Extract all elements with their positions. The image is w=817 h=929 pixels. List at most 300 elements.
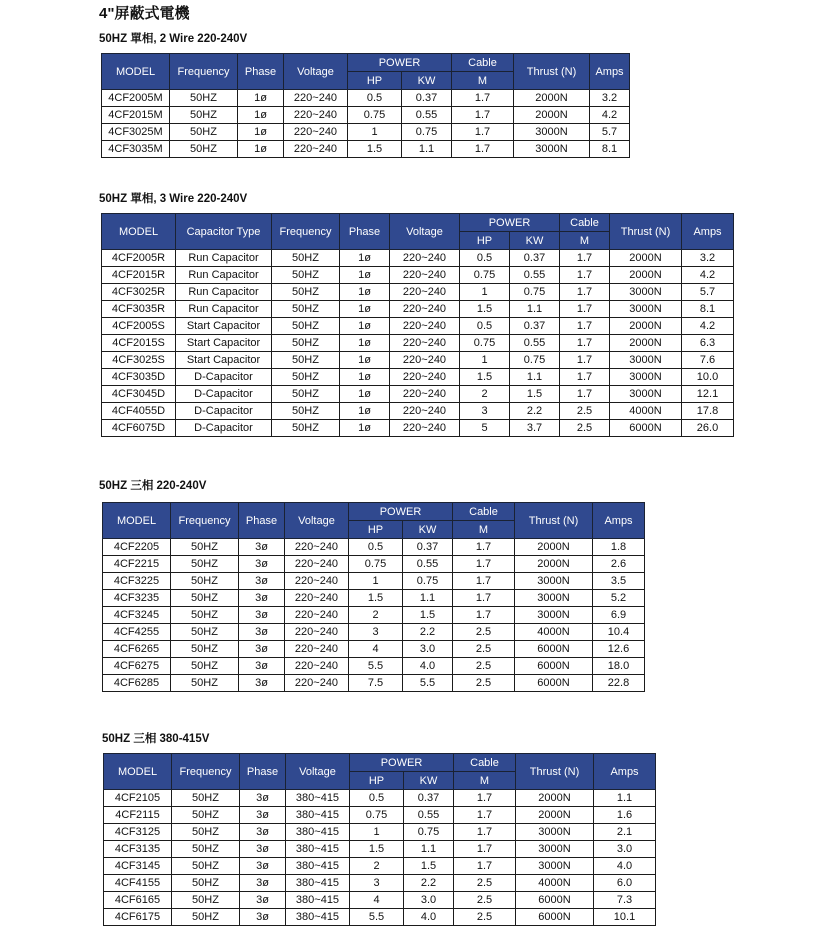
table-cell: 1ø bbox=[238, 141, 284, 158]
table-cell: 12.6 bbox=[593, 641, 645, 658]
table-cell: 3ø bbox=[240, 790, 286, 807]
table-cell: 380~415 bbox=[286, 790, 350, 807]
table-row bbox=[104, 824, 656, 841]
table-cell: 50HZ bbox=[272, 267, 340, 284]
table-cell: 4CF3145 bbox=[104, 858, 172, 875]
table-cell: 1.7 bbox=[454, 858, 516, 875]
table-cell: 50HZ bbox=[171, 658, 239, 675]
table-row bbox=[104, 875, 656, 892]
table-cell: 1.7 bbox=[560, 335, 610, 352]
table-row bbox=[103, 556, 645, 573]
table-cell: 0.55 bbox=[402, 107, 452, 124]
table-row bbox=[102, 90, 630, 107]
table-cell: Run Capacitor bbox=[176, 267, 272, 284]
table-cell: 50HZ bbox=[272, 420, 340, 437]
table-row bbox=[102, 420, 734, 437]
table-cell: 8.1 bbox=[682, 301, 734, 318]
table-cell: 22.8 bbox=[593, 675, 645, 692]
table-cell: 380~415 bbox=[286, 892, 350, 909]
spec-table-3wire bbox=[101, 213, 734, 437]
table-cell: 2000N bbox=[514, 90, 590, 107]
table-cell: 1ø bbox=[238, 107, 284, 124]
table-row bbox=[102, 250, 734, 267]
table-cell: 5.5 bbox=[350, 909, 404, 926]
table-cell: 0.37 bbox=[403, 539, 453, 556]
table-cell: 6000N bbox=[516, 909, 594, 926]
table-cell: 4CF3045D bbox=[102, 386, 176, 403]
table-cell: 10.0 bbox=[682, 369, 734, 386]
table-cell: 50HZ bbox=[172, 790, 240, 807]
col-phase: Phase bbox=[240, 754, 286, 790]
table-row bbox=[102, 352, 734, 369]
table-cell: 2.5 bbox=[560, 420, 610, 437]
table-cell: 0.55 bbox=[403, 556, 453, 573]
table-cell: 4.2 bbox=[682, 267, 734, 284]
table-cell: 0.5 bbox=[460, 250, 510, 267]
table-cell: 2.5 bbox=[454, 909, 516, 926]
table-cell: 3000N bbox=[514, 141, 590, 158]
table-cell: 3000N bbox=[610, 352, 682, 369]
table-cell: 1.7 bbox=[560, 386, 610, 403]
table-cell: 50HZ bbox=[172, 909, 240, 926]
table-cell: 1.1 bbox=[510, 301, 560, 318]
table-cell: 220~240 bbox=[285, 624, 349, 641]
table-cell: 1.5 bbox=[350, 841, 404, 858]
table-cell: D-Capacitor bbox=[176, 420, 272, 437]
table-cell: 1.8 bbox=[593, 539, 645, 556]
table-row bbox=[104, 841, 656, 858]
table-row bbox=[102, 141, 630, 158]
col-power: POWER bbox=[460, 214, 560, 232]
table-cell: 3ø bbox=[240, 807, 286, 824]
table-cell: 5.5 bbox=[403, 675, 453, 692]
table-cell: 50HZ bbox=[171, 590, 239, 607]
table-cell: 220~240 bbox=[390, 267, 460, 284]
section-title: 50HZ 單相, 2 Wire 220-240V bbox=[99, 33, 248, 45]
table-cell: 17.8 bbox=[682, 403, 734, 420]
table-cell: 0.75 bbox=[510, 352, 560, 369]
col-kw: KW bbox=[403, 521, 453, 539]
col-thrust: Thrust (N) bbox=[515, 503, 593, 539]
section-title: 50HZ 單相, 3 Wire 220-240V bbox=[99, 193, 248, 205]
col-cable-unit: M bbox=[560, 232, 610, 250]
table-cell: 1.7 bbox=[454, 824, 516, 841]
table-cell: 2.5 bbox=[453, 641, 515, 658]
col-phase: Phase bbox=[238, 54, 284, 90]
table-cell: 1 bbox=[350, 824, 404, 841]
col-voltage: Voltage bbox=[390, 214, 460, 250]
col-phase: Phase bbox=[340, 214, 390, 250]
table-cell: 1ø bbox=[340, 250, 390, 267]
table-cell: 1.5 bbox=[404, 858, 454, 875]
table-cell: 220~240 bbox=[284, 141, 348, 158]
table-cell: 4CF3125 bbox=[104, 824, 172, 841]
col-cable: Cable bbox=[560, 214, 610, 232]
page-title: 4"屏蔽式電機 bbox=[99, 5, 190, 22]
table-cell: 5.5 bbox=[349, 658, 403, 675]
table-cell: 1.7 bbox=[453, 573, 515, 590]
table-cell: 3ø bbox=[239, 641, 285, 658]
table-cell: 0.37 bbox=[404, 790, 454, 807]
table-cell: 1.7 bbox=[560, 352, 610, 369]
table-cell: 4.2 bbox=[682, 318, 734, 335]
col-hp: HP bbox=[348, 72, 402, 90]
table-cell: 220~240 bbox=[390, 403, 460, 420]
col-hp: HP bbox=[460, 232, 510, 250]
table-cell: 1 bbox=[460, 284, 510, 301]
table-cell: 3000N bbox=[516, 841, 594, 858]
table-cell: 220~240 bbox=[285, 539, 349, 556]
col-model: MODEL bbox=[102, 214, 176, 250]
table-row bbox=[103, 658, 645, 675]
table-cell: 4000N bbox=[515, 624, 593, 641]
table-cell: 1ø bbox=[340, 420, 390, 437]
table-cell: 2 bbox=[460, 386, 510, 403]
table-cell: 4CF3235 bbox=[103, 590, 171, 607]
table-cell: 26.0 bbox=[682, 420, 734, 437]
table-cell: 1.7 bbox=[452, 107, 514, 124]
col-cable-unit: M bbox=[453, 521, 515, 539]
table-cell: 3ø bbox=[239, 556, 285, 573]
table-cell: 3000N bbox=[515, 573, 593, 590]
table-cell: 1.7 bbox=[453, 556, 515, 573]
col-power: POWER bbox=[349, 503, 453, 521]
table-cell: 50HZ bbox=[171, 573, 239, 590]
table-cell: 1ø bbox=[340, 267, 390, 284]
section-title: 50HZ 三相 220-240V bbox=[99, 480, 207, 492]
table-cell: 6000N bbox=[516, 892, 594, 909]
table-row bbox=[104, 892, 656, 909]
table-cell: 1.5 bbox=[460, 369, 510, 386]
table-cell: 1.5 bbox=[349, 590, 403, 607]
table-cell: 5 bbox=[460, 420, 510, 437]
table-cell: 50HZ bbox=[272, 318, 340, 335]
table-cell: 0.55 bbox=[404, 807, 454, 824]
table-cell: 4CF2115 bbox=[104, 807, 172, 824]
table-cell: 4CF4155 bbox=[104, 875, 172, 892]
table-cell: 1ø bbox=[340, 335, 390, 352]
table-cell: 3ø bbox=[240, 892, 286, 909]
table-cell: 3 bbox=[460, 403, 510, 420]
table-cell: D-Capacitor bbox=[176, 403, 272, 420]
table-cell: 50HZ bbox=[272, 301, 340, 318]
table-cell: 50HZ bbox=[171, 539, 239, 556]
table-cell: 0.37 bbox=[510, 318, 560, 335]
spec-table-2wire bbox=[101, 53, 630, 158]
table-cell: 4CF2015R bbox=[102, 267, 176, 284]
table-cell: 3 bbox=[350, 875, 404, 892]
table-cell: 3000N bbox=[610, 369, 682, 386]
table-cell: 220~240 bbox=[390, 284, 460, 301]
table-row bbox=[102, 318, 734, 335]
table-cell: 1.7 bbox=[454, 807, 516, 824]
table-cell: 0.37 bbox=[510, 250, 560, 267]
table-cell: 380~415 bbox=[286, 841, 350, 858]
table-cell: 50HZ bbox=[172, 875, 240, 892]
table-cell: 220~240 bbox=[284, 107, 348, 124]
table-cell: 50HZ bbox=[272, 335, 340, 352]
table-cell: 220~240 bbox=[285, 556, 349, 573]
table-cell: 10.4 bbox=[593, 624, 645, 641]
table-cell: 10.1 bbox=[594, 909, 656, 926]
table-cell: 2.2 bbox=[404, 875, 454, 892]
col-phase: Phase bbox=[239, 503, 285, 539]
table-cell: 4CF2015M bbox=[102, 107, 170, 124]
table-cell: 4CF3025M bbox=[102, 124, 170, 141]
table-cell: 4CF2005M bbox=[102, 90, 170, 107]
table-cell: 7.3 bbox=[594, 892, 656, 909]
table-cell: 0.75 bbox=[460, 335, 510, 352]
table-cell: 3ø bbox=[239, 573, 285, 590]
table-cell: 4CF4055D bbox=[102, 403, 176, 420]
table-row bbox=[102, 267, 734, 284]
table-cell: 220~240 bbox=[390, 250, 460, 267]
table-cell: 220~240 bbox=[390, 420, 460, 437]
table-cell: 1 bbox=[460, 352, 510, 369]
table-cell: 4CF3035R bbox=[102, 301, 176, 318]
table-cell: 2.5 bbox=[560, 403, 610, 420]
table-cell: 4CF3135 bbox=[104, 841, 172, 858]
table-cell: 2.2 bbox=[403, 624, 453, 641]
table-cell: 50HZ bbox=[171, 624, 239, 641]
table-cell: 3000N bbox=[515, 590, 593, 607]
table-cell: 1.1 bbox=[594, 790, 656, 807]
table-cell: 50HZ bbox=[171, 675, 239, 692]
table-cell: 2000N bbox=[610, 318, 682, 335]
col-amps: Amps bbox=[593, 503, 645, 539]
table-cell: 4CF2215 bbox=[103, 556, 171, 573]
table-cell: Run Capacitor bbox=[176, 250, 272, 267]
table-cell: 0.5 bbox=[348, 90, 402, 107]
table-cell: 4.0 bbox=[404, 909, 454, 926]
table-cell: 0.55 bbox=[510, 267, 560, 284]
col-kw: KW bbox=[404, 772, 454, 790]
col-cable: Cable bbox=[453, 503, 515, 521]
col-cable-unit: M bbox=[452, 72, 514, 90]
table-cell: Start Capacitor bbox=[176, 352, 272, 369]
col-frequency: Frequency bbox=[172, 754, 240, 790]
table-cell: 2 bbox=[349, 607, 403, 624]
table-cell: 4CF6285 bbox=[103, 675, 171, 692]
table-cell: 0.75 bbox=[350, 807, 404, 824]
table-cell: 1ø bbox=[340, 284, 390, 301]
table-cell: 3000N bbox=[516, 824, 594, 841]
table-row bbox=[103, 641, 645, 658]
table-cell: Run Capacitor bbox=[176, 301, 272, 318]
table-cell: 50HZ bbox=[172, 807, 240, 824]
table-cell: 3ø bbox=[240, 909, 286, 926]
table-cell: 4CF3025S bbox=[102, 352, 176, 369]
table-cell: 1.1 bbox=[402, 141, 452, 158]
table-cell: 50HZ bbox=[172, 841, 240, 858]
table-cell: 1ø bbox=[238, 124, 284, 141]
table-cell: 0.55 bbox=[510, 335, 560, 352]
table-cell: 6000N bbox=[515, 641, 593, 658]
table-cell: 4CF6265 bbox=[103, 641, 171, 658]
table-cell: 3.5 bbox=[593, 573, 645, 590]
table-cell: 50HZ bbox=[172, 824, 240, 841]
table-cell: 12.1 bbox=[682, 386, 734, 403]
table-cell: 3 bbox=[349, 624, 403, 641]
col-cable: Cable bbox=[452, 54, 514, 72]
table-cell: 380~415 bbox=[286, 807, 350, 824]
table-row bbox=[104, 790, 656, 807]
table-cell: 380~415 bbox=[286, 858, 350, 875]
table-cell: 3ø bbox=[240, 875, 286, 892]
col-power: POWER bbox=[348, 54, 452, 72]
table-cell: 1.5 bbox=[460, 301, 510, 318]
table-cell: 50HZ bbox=[272, 386, 340, 403]
table-cell: 3ø bbox=[240, 824, 286, 841]
table-cell: 4CF2005S bbox=[102, 318, 176, 335]
table-cell: 6000N bbox=[515, 675, 593, 692]
spec-table-3phase-220 bbox=[102, 502, 645, 692]
table-cell: 50HZ bbox=[171, 641, 239, 658]
table-cell: 50HZ bbox=[172, 892, 240, 909]
col-capacitor-type: Capacitor Type bbox=[176, 214, 272, 250]
table-cell: 220~240 bbox=[285, 590, 349, 607]
table-cell: 220~240 bbox=[390, 335, 460, 352]
table-cell: 1.1 bbox=[510, 369, 560, 386]
col-frequency: Frequency bbox=[170, 54, 238, 90]
table-cell: 220~240 bbox=[390, 301, 460, 318]
table-row bbox=[102, 369, 734, 386]
table-cell: 0.75 bbox=[404, 824, 454, 841]
table-cell: 220~240 bbox=[390, 369, 460, 386]
col-cable-unit: M bbox=[454, 772, 516, 790]
col-voltage: Voltage bbox=[284, 54, 348, 90]
table-cell: 3000N bbox=[610, 386, 682, 403]
table-cell: 1.1 bbox=[403, 590, 453, 607]
table-cell: 1 bbox=[348, 124, 402, 141]
table-cell: 1.6 bbox=[594, 807, 656, 824]
table-row bbox=[102, 107, 630, 124]
table-cell: 2000N bbox=[516, 807, 594, 824]
table-cell: 7.6 bbox=[682, 352, 734, 369]
table-cell: 2 bbox=[350, 858, 404, 875]
table-cell: 6000N bbox=[515, 658, 593, 675]
col-voltage: Voltage bbox=[286, 754, 350, 790]
table-cell: 1.7 bbox=[454, 790, 516, 807]
table-cell: 50HZ bbox=[170, 141, 238, 158]
table-cell: 1ø bbox=[340, 352, 390, 369]
col-thrust: Thrust (N) bbox=[516, 754, 594, 790]
table-cell: 1ø bbox=[340, 386, 390, 403]
table-row bbox=[102, 301, 734, 318]
table-cell: 1.1 bbox=[404, 841, 454, 858]
table-cell: 7.5 bbox=[349, 675, 403, 692]
table-cell: 2.5 bbox=[453, 624, 515, 641]
table-cell: 2.5 bbox=[453, 675, 515, 692]
col-amps: Amps bbox=[682, 214, 734, 250]
table-cell: 2.5 bbox=[454, 875, 516, 892]
table-cell: 3000N bbox=[516, 858, 594, 875]
table-row bbox=[102, 386, 734, 403]
table-cell: 4CF6175 bbox=[104, 909, 172, 926]
table-cell: 4CF2015S bbox=[102, 335, 176, 352]
table-cell: 0.75 bbox=[349, 556, 403, 573]
table-cell: 1.7 bbox=[453, 590, 515, 607]
table-cell: 1ø bbox=[238, 90, 284, 107]
table-cell: 50HZ bbox=[170, 90, 238, 107]
table-row bbox=[103, 573, 645, 590]
table-cell: 3ø bbox=[239, 590, 285, 607]
table-cell: 1.7 bbox=[452, 124, 514, 141]
table-cell: 4.0 bbox=[403, 658, 453, 675]
table-cell: 2.5 bbox=[454, 892, 516, 909]
table-cell: 50HZ bbox=[272, 403, 340, 420]
table-cell: 1.7 bbox=[560, 284, 610, 301]
table-cell: 2000N bbox=[515, 539, 593, 556]
table-cell: 4CF2005R bbox=[102, 250, 176, 267]
col-amps: Amps bbox=[590, 54, 630, 90]
table-cell: 220~240 bbox=[390, 352, 460, 369]
table-cell: 4000N bbox=[516, 875, 594, 892]
table-cell: 50HZ bbox=[170, 107, 238, 124]
table-cell: 4CF3225 bbox=[103, 573, 171, 590]
table-row bbox=[104, 909, 656, 926]
table-cell: 1.5 bbox=[403, 607, 453, 624]
table-cell: 3.2 bbox=[682, 250, 734, 267]
table-cell: 1.7 bbox=[454, 841, 516, 858]
table-cell: 220~240 bbox=[285, 573, 349, 590]
table-cell: 4CF3035D bbox=[102, 369, 176, 386]
table-cell: 380~415 bbox=[286, 875, 350, 892]
table-cell: 1ø bbox=[340, 318, 390, 335]
table-cell: 0.75 bbox=[402, 124, 452, 141]
table-cell: Run Capacitor bbox=[176, 284, 272, 301]
col-thrust: Thrust (N) bbox=[610, 214, 682, 250]
table-cell: 4CF2205 bbox=[103, 539, 171, 556]
table-cell: 3000N bbox=[610, 301, 682, 318]
table-cell: 0.37 bbox=[402, 90, 452, 107]
table-cell: 2000N bbox=[516, 790, 594, 807]
table-cell: 220~240 bbox=[285, 641, 349, 658]
table-cell: 0.75 bbox=[510, 284, 560, 301]
table-cell: D-Capacitor bbox=[176, 386, 272, 403]
col-model: MODEL bbox=[103, 503, 171, 539]
table-cell: 4CF6165 bbox=[104, 892, 172, 909]
col-cable: Cable bbox=[454, 754, 516, 772]
table-cell: 380~415 bbox=[286, 824, 350, 841]
col-voltage: Voltage bbox=[285, 503, 349, 539]
table-row bbox=[104, 807, 656, 824]
table-cell: 18.0 bbox=[593, 658, 645, 675]
table-cell: 2000N bbox=[610, 267, 682, 284]
table-cell: 220~240 bbox=[285, 607, 349, 624]
table-cell: 2.5 bbox=[453, 658, 515, 675]
table-row bbox=[103, 539, 645, 556]
table-cell: 3ø bbox=[239, 658, 285, 675]
table-cell: 1ø bbox=[340, 301, 390, 318]
table-cell: 2000N bbox=[514, 107, 590, 124]
table-cell: 6.0 bbox=[594, 875, 656, 892]
col-model: MODEL bbox=[104, 754, 172, 790]
col-thrust: Thrust (N) bbox=[514, 54, 590, 90]
table-cell: 5.7 bbox=[682, 284, 734, 301]
table-cell: 3ø bbox=[239, 624, 285, 641]
table-cell: 1.7 bbox=[452, 141, 514, 158]
section-title: 50HZ 三相 380-415V bbox=[102, 733, 210, 745]
table-cell: 220~240 bbox=[390, 318, 460, 335]
table-cell: 4.0 bbox=[594, 858, 656, 875]
table-cell: 220~240 bbox=[285, 675, 349, 692]
table-cell: 50HZ bbox=[170, 124, 238, 141]
col-kw: KW bbox=[510, 232, 560, 250]
table-row bbox=[104, 858, 656, 875]
table-cell: 0.5 bbox=[460, 318, 510, 335]
table-cell: 4 bbox=[350, 892, 404, 909]
